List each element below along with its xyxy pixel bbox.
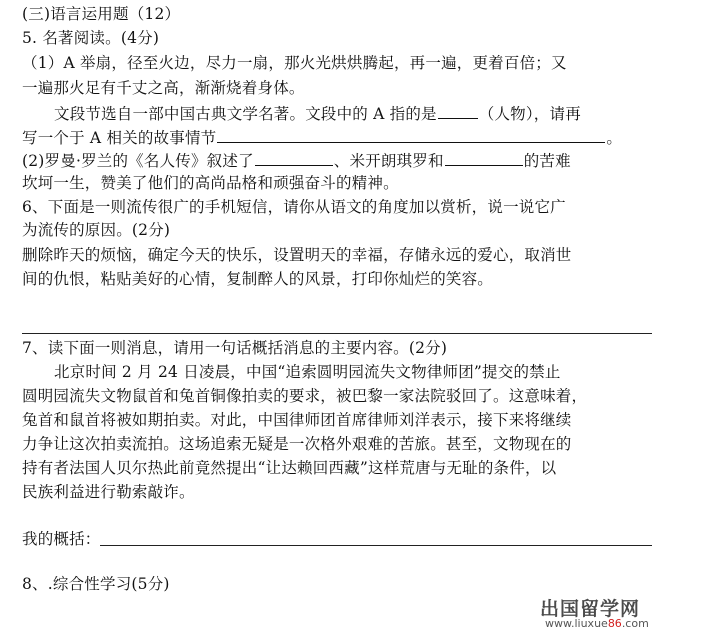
q5-prompt-text-c: 写一个于 A 相关的故事情节 [22,129,217,147]
q6-sms-line-2: 间的仇恨，粘贴美好的心情，复制醉人的风景，打印你灿烂的笑容。 [22,270,494,288]
q7-news-line-1: 北京时间 2 月 24 日凌晨，中国“追索圆明园流失文物律师团”提交的禁止 [54,363,561,381]
q5-prompt-line-1 [54,101,581,125]
q7-heading: 7、读下面一则消息，请用一句话概括消息的主要内容。(2分) [22,339,448,357]
q5-character-blank[interactable] [438,101,478,119]
watermark-site-c: .com [621,617,649,630]
q5-passage-line-2: 一遍那火足有千丈之高，渐渐烧着身体。 [22,79,305,97]
q6-heading-line-1: 6、下面是一则流传很广的手机短信，请你从语文的角度加以赏析，说一说它广 [22,198,566,216]
q5-part2-text-a: (2)罗曼·罗兰的《名人传》叙述了 [22,152,254,170]
q7-news-line-2: 圆明园流失文物鼠首和兔首铜像拍卖的要求，被巴黎一家法院驳回了。这意味着， [22,387,588,405]
q5-prompt-text-b: （人物），请再 [478,105,581,123]
q6-answer-line[interactable] [22,333,652,334]
q7-news-line-6: 民族利益进行勒索敲诈。 [22,483,195,501]
q7-summary-answer-line[interactable] [100,545,652,546]
q5-part2-line-1 [22,148,571,172]
watermark-site-b: 86 [607,617,622,630]
q7-news-line-3: 兔首和鼠首将被如期拍卖。对此，中国律师团首席律师刘洋表示，接下来将继续 [22,411,572,429]
q7-news-line-5: 持有者法国人贝尔热此前竟然提出“让达赖回西藏”这样荒唐与无耻的条件，以 [22,459,557,477]
q6-heading-line-2: 为流传的原因。(2分) [22,221,171,239]
q5-part2-blank-1[interactable] [255,148,333,166]
q5-heading: 5. 名著阅读。(4分) [22,29,160,47]
q5-part2-text-c: 的苦难 [523,152,571,170]
q8-heading: 8、.综合性学习(5分) [22,575,170,593]
q5-part2-text-b: 、米开朗琪罗和 [333,152,444,170]
q5-prompt-text-a: 文段节选自一部中国古典文学名著。文段中的 A 指的是 [54,105,437,123]
q5-prompt-line-2 [22,125,622,149]
q5-passage-line-1: （1）A 举扇，径至火边，尽力一扇，那火光烘烘腾起，再一遍，更着百倍；又 [22,54,567,72]
q5-plot-blank[interactable] [217,125,605,143]
q5-part2-blank-2[interactable] [445,148,523,166]
q5-part2-line-2: 坎坷一生，赞美了他们的高尚品格和顽强奋斗的精神。 [22,174,399,192]
q7-news-line-4: 力争让这次拍卖流拍。这场追索无疑是一次格外艰难的苦旅。甚至，文物现在的 [22,435,572,453]
watermark-site [545,617,649,630]
watermark-site-a: www.liuxue [545,617,608,630]
section-title: (三)语言运用题（12） [22,5,181,23]
q5-prompt-end: 。 [606,129,623,147]
watermark-logo: 出国留学网 [540,598,641,620]
q6-sms-line-1: 删除昨天的烦恼，确定今天的快乐，设置明天的幸福，存储永远的爱心，取消世 [22,246,572,264]
q7-summary-label: 我的概括： [22,530,101,548]
